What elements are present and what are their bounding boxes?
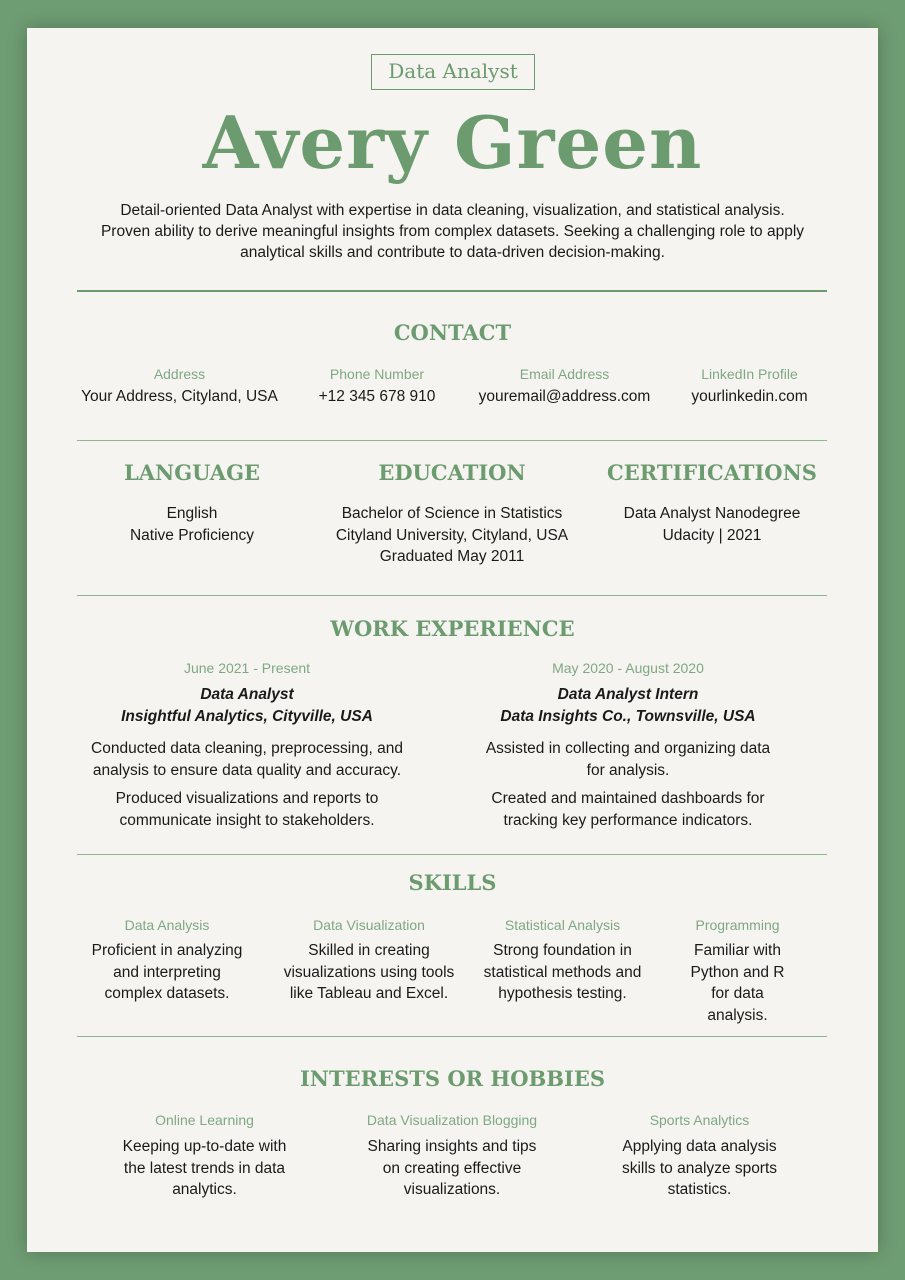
work-heading: WORK EXPERIENCE — [330, 616, 575, 641]
contact-value: +12 345 678 910 — [318, 388, 436, 405]
contact-label: LinkedIn Profile — [701, 366, 798, 382]
work-list — [77, 660, 827, 831]
interests-heading: INTERESTS OR HOBBIES — [299, 1066, 606, 1091]
skill-item — [655, 917, 820, 1026]
skill-label: Programming — [695, 917, 780, 933]
contact-email — [462, 366, 667, 408]
interest-text: Sharing insights and tips on creating effective visualizations. — [367, 1138, 537, 1198]
skill-item — [470, 917, 655, 1026]
certifications-section — [597, 460, 827, 568]
skill-text: Proficient in analyzing and interpreting complex datasets. — [91, 942, 243, 1002]
divider — [77, 440, 827, 441]
skill-label: Data Visualization — [313, 917, 425, 933]
contact-list — [67, 366, 827, 408]
skill-label: Statistical Analysis — [504, 917, 621, 933]
interest-label: Data Visualization Blogging — [366, 1112, 538, 1128]
skills-heading: SKILLS — [408, 870, 497, 895]
language-level: Native Proficiency — [129, 526, 255, 544]
contact-label: Email Address — [519, 366, 610, 382]
job-role: Data Analyst — [200, 686, 294, 703]
education-school: Cityland University, Cityland, USA — [335, 526, 569, 544]
job-dates: May 2020 - August 2020 — [552, 660, 704, 676]
contact-value: yourlinkedin.com — [691, 388, 808, 405]
job-bullet: Created and maintained dashboards for tracking key performance indicators. — [491, 790, 765, 829]
interest-text: Applying data analysis skills to analyze sports statistics. — [621, 1138, 778, 1198]
certification-name: Data Analyst Nanodegree — [623, 505, 801, 522]
contact-address — [67, 366, 292, 408]
skill-item — [274, 917, 464, 1026]
skill-item — [82, 917, 252, 1026]
interest-text: Keeping up-to-date with the latest trends in data analytics. — [122, 1138, 287, 1198]
contact-label: Address — [153, 366, 206, 382]
certifications-heading: CERTIFICATIONS — [607, 460, 817, 485]
lang-edu-cert — [77, 460, 827, 568]
skill-text: Strong foundation in statistical methods and hypothesis testing. — [483, 942, 642, 1002]
interest-item — [107, 1112, 302, 1201]
job-bullet: Conducted data cleaning, preprocessing, and analysis to ensure data quality and accuracy. — [91, 740, 403, 779]
interest-item — [607, 1112, 792, 1201]
candidate-name: Avery Green — [202, 100, 703, 185]
certification-issuer: Udacity | 2021 — [662, 526, 762, 544]
job-entry — [463, 660, 793, 831]
education-heading: EDUCATION — [378, 460, 526, 485]
education-date: Graduated May 2011 — [379, 548, 525, 565]
interests-list — [107, 1112, 807, 1201]
contact-linkedin — [667, 366, 832, 408]
skill-text: Familiar with Python and R for data analysis. — [690, 942, 785, 1024]
contact-heading: CONTACT — [393, 320, 512, 345]
summary: Detail-oriented Data Analyst with expertise in data cleaning, visualization, and statistical analysis. Proven ability to derive meaningful insights from complex datasets. Seeking a challenging role to apply analytical skills and contribute to data-driven decision-making. — [100, 202, 805, 261]
contact-value: Your Address, Cityland, USA — [81, 388, 278, 405]
job-dates: June 2021 - Present — [183, 660, 311, 676]
job-entry — [77, 660, 417, 831]
divider — [77, 595, 827, 596]
divider — [77, 854, 827, 855]
contact-phone — [292, 366, 462, 408]
job-role: Data Analyst Intern — [557, 686, 699, 703]
education-section — [307, 460, 597, 568]
job-title: Data Analyst — [371, 54, 535, 90]
job-bullet: Produced visualizations and reports to communicate insight to stakeholders. — [115, 790, 379, 829]
interest-label: Online Learning — [155, 1112, 254, 1128]
interest-label: Sports Analytics — [649, 1112, 750, 1128]
resume-page — [27, 28, 878, 1252]
job-company: Data Insights Co., Townsville, USA — [500, 708, 756, 725]
skills-list — [82, 917, 832, 1026]
contact-value: youremail@address.com — [478, 388, 651, 405]
skill-text: Skilled in creating visualizations using tools like Tableau and Excel. — [283, 942, 455, 1002]
job-bullet: Assisted in collecting and organizing data for analysis. — [485, 740, 771, 779]
divider — [77, 1036, 827, 1037]
skill-label: Data Analysis — [124, 917, 210, 933]
education-degree: Bachelor of Science in Statistics — [341, 505, 563, 522]
job-company: Insightful Analytics, Cityville, USA — [121, 708, 373, 725]
contact-label: Phone Number — [329, 366, 425, 382]
language-section — [77, 460, 307, 568]
language-name: English — [166, 505, 218, 522]
divider — [77, 290, 827, 292]
language-heading: LANGUAGE — [123, 460, 261, 485]
interest-item — [352, 1112, 552, 1201]
